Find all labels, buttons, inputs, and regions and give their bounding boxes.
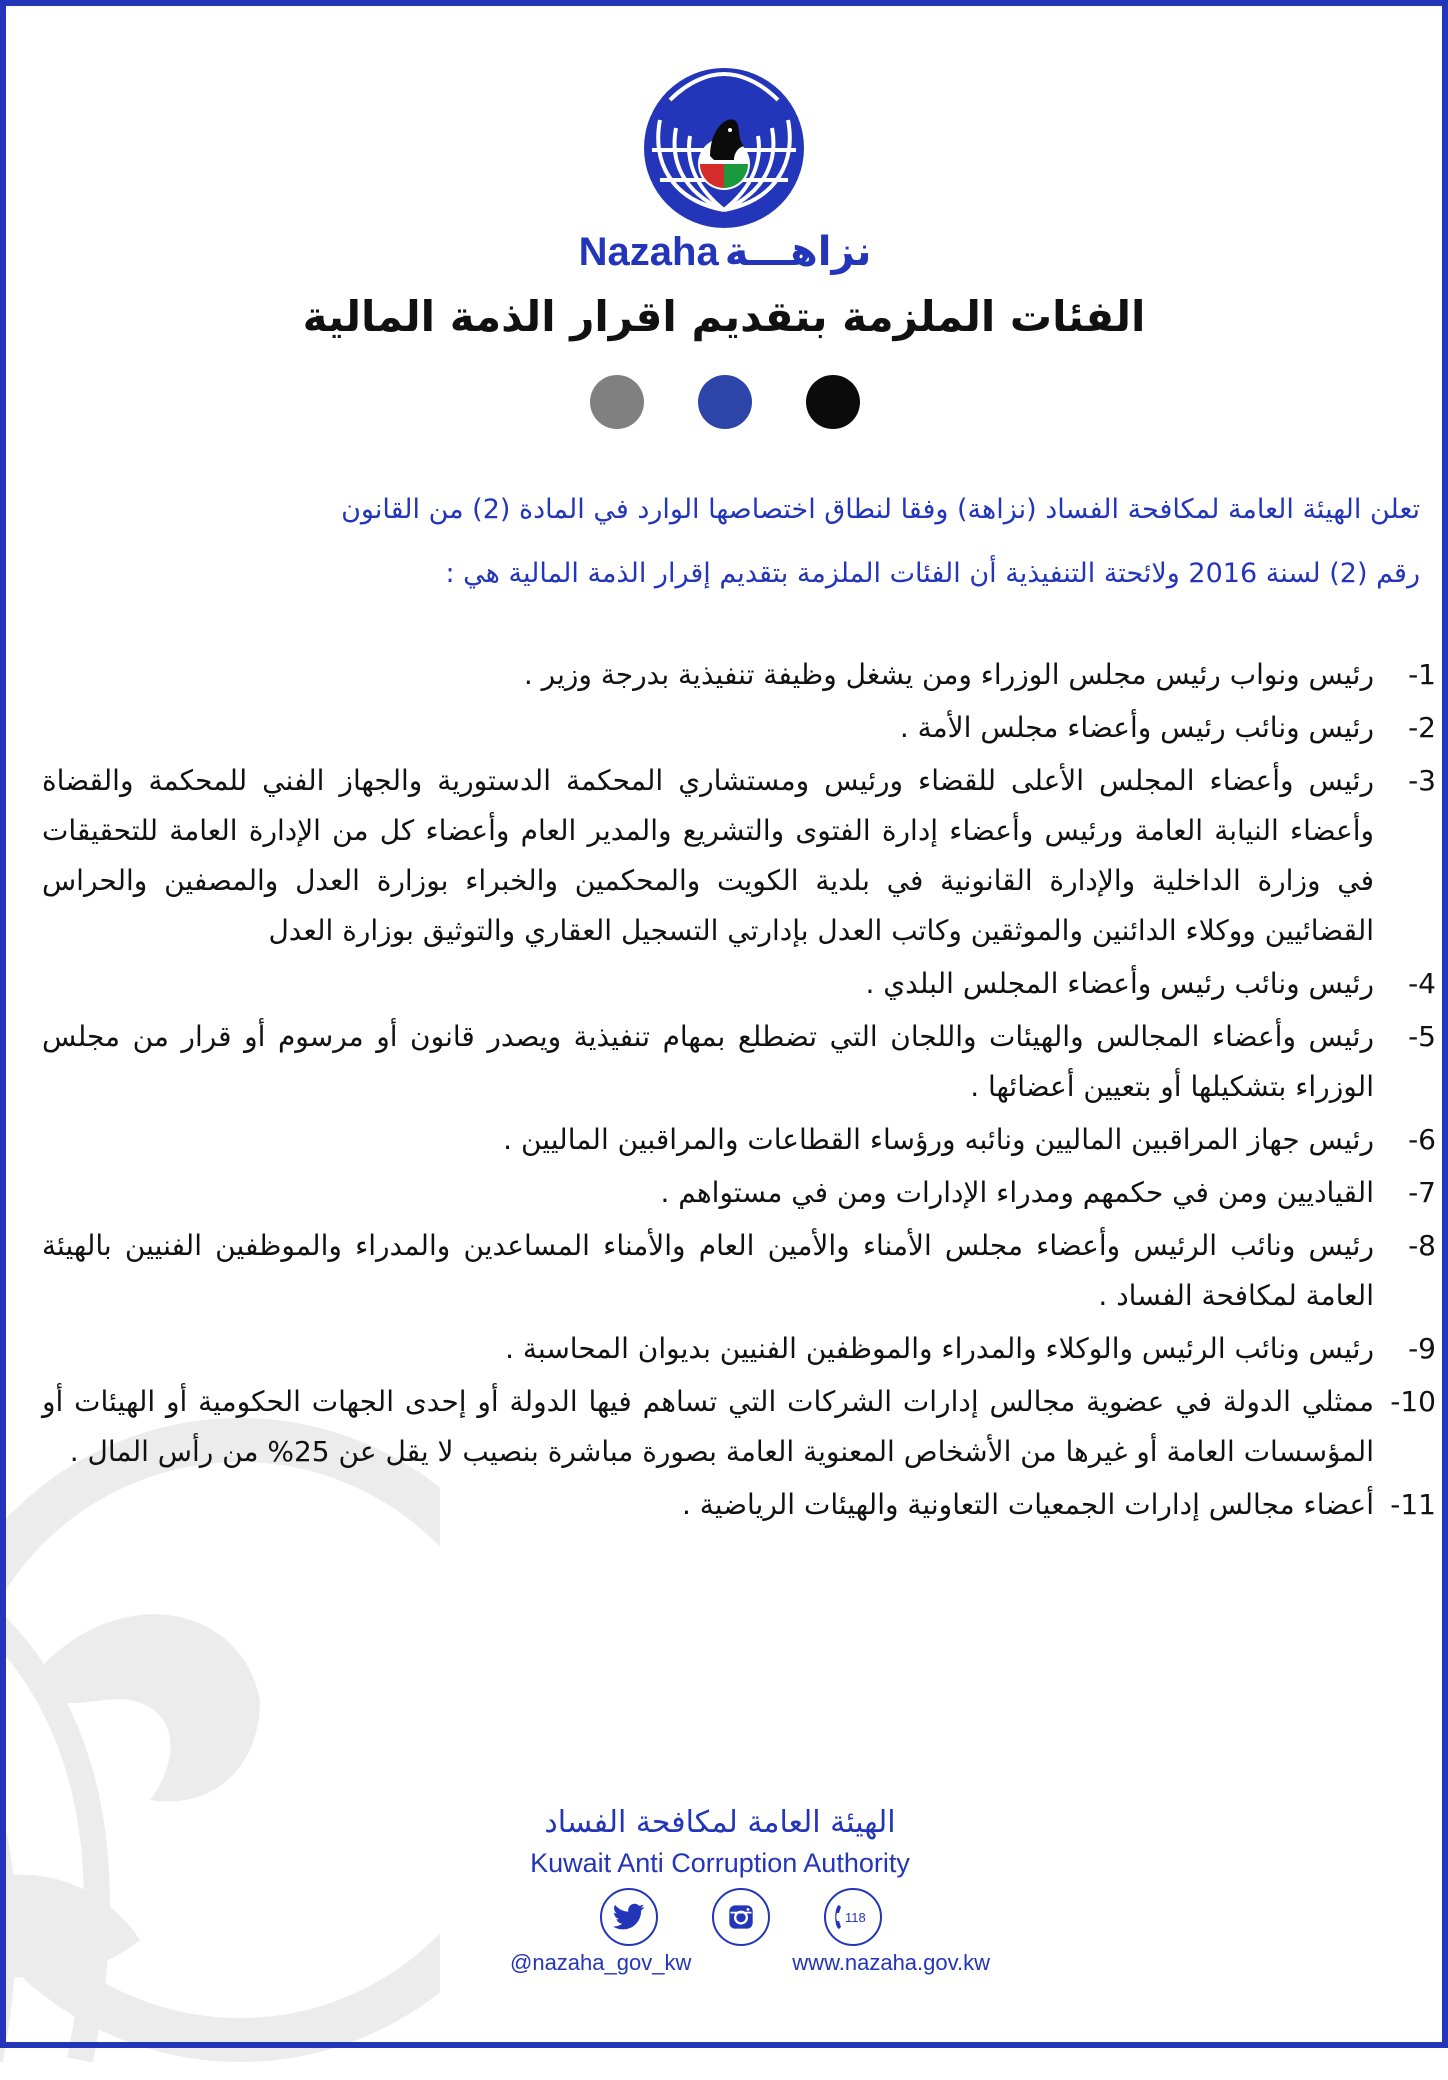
- twitter-icon[interactable]: [600, 1888, 658, 1946]
- item-number: 1-: [1408, 658, 1436, 691]
- item-number: 6-: [1408, 1123, 1436, 1156]
- item-text: رئيس وأعضاء المجلس الأعلى للقضاء ورئيس ومستشاري المحكمة الدستورية والجهاز الفني للمحكمة والقضاة وأعضاء النيابة العامة ورئيس وأعضاء إدارة الفتوى والتشريع والمدير العام وأعضاء كل من الإدارة العامة للتحقيقات في وزارة الداخلية والإدارة القانونية في بلدية الكويت والمحكمين والخبراء بوزارة العدل والمصفين والحراس القضائيين ووكلاء الدائنين والموثقين وكاتب العدل بإدارتي التسجيل العقاري والتوثيق بوزارة العدل: [42, 764, 1374, 947]
- list-item: [42, 1377, 1436, 1477]
- categories-list: [42, 650, 1436, 1533]
- dot-grey: [590, 375, 644, 429]
- list-item: [42, 1115, 1436, 1165]
- list-item: [42, 959, 1436, 1009]
- item-text: رئيس ونائب رئيس وأعضاء المجلس البلدي .: [865, 967, 1374, 1000]
- item-text: رئيس ونائب الرئيس وأعضاء مجلس الأمناء والأمين العام والأمناء المساعدين والمدراء والموظفين الفنيين بالهيئة العامة لمكافحة الفساد .: [42, 1229, 1374, 1312]
- phone-glyph: [831, 1901, 875, 1933]
- footer-org-name-en: Kuwait Anti Corruption Authority: [530, 1848, 910, 1878]
- intro-paragraph: [56, 478, 1420, 606]
- item-number: 2-: [1408, 711, 1436, 744]
- item-text: أعضاء مجالس إدارات الجمعيات التعاونية والهيئات الرياضية .: [681, 1488, 1374, 1521]
- list-item: [42, 1012, 1436, 1112]
- list-item: [42, 1168, 1436, 1218]
- item-number: 4-: [1408, 967, 1436, 1000]
- instagram-glyph: [727, 1903, 755, 1931]
- item-number: 11-: [1390, 1488, 1436, 1521]
- list-item: [42, 1324, 1436, 1374]
- phone-icon[interactable]: [824, 1888, 882, 1946]
- twitter-glyph: [613, 1903, 645, 1931]
- list-item: [42, 650, 1436, 700]
- footer-org-name-ar: الهيئة العامة لمكافحة الفساد: [544, 1805, 896, 1840]
- list-item: [42, 1221, 1436, 1321]
- social-icons: [600, 1888, 882, 1948]
- item-number: 5-: [1408, 1020, 1436, 1053]
- list-item: [42, 1480, 1436, 1530]
- brand-name-en: Nazaha: [578, 229, 719, 274]
- item-number: 7-: [1408, 1176, 1436, 1209]
- item-number: 9-: [1408, 1332, 1436, 1365]
- website-link[interactable]: www.nazaha.gov.kw: [792, 1950, 990, 1975]
- item-text: ممثلي الدولة في عضوية مجالس إدارات الشركات التي تساهم فيها الدولة أو إحدى الجهات الحكومية أو الهيئات أو المؤسسات العامة أو غيرها من الأشخاص المعنوية العامة بصورة مباشرة بنصيب لا يقل عن 25% من رأس المال .: [42, 1385, 1374, 1468]
- instagram-icon[interactable]: [712, 1888, 770, 1946]
- dot-blue: [698, 375, 752, 429]
- hotline-number: 118: [845, 1910, 866, 1925]
- footer-contacts: [510, 1950, 990, 1976]
- decorative-dots: [590, 375, 860, 431]
- list-item: [42, 703, 1436, 753]
- item-text: رئيس جهاز المراقبين الماليين ونائبه ورؤساء القطاعات والمراقبين الماليين .: [503, 1123, 1374, 1156]
- item-number: 10-: [1390, 1385, 1436, 1418]
- brand-name-ar: نزاهـــة: [724, 229, 872, 275]
- item-text: رئيس وأعضاء المجالس والهيئات واللجان التي تضطلع بمهام تنفيذية ويصدر قانون أو مرسوم أو قرار من مجلس الوزراء بتشكيلها أو بتعيين أعضائها .: [42, 1020, 1374, 1103]
- item-number: 3-: [1408, 764, 1436, 797]
- intro-line: تعلن الهيئة العامة لمكافحة الفساد (نزاهة) وفقا لنطاق اختصاصها الوارد في المادة (2) من القانون: [341, 494, 1420, 525]
- social-handle-link[interactable]: @nazaha_gov_kw: [510, 1950, 692, 1975]
- page-title: الفئات الملزمة بتقديم اقرار الذمة المالية: [302, 292, 1146, 341]
- list-item: [42, 756, 1436, 956]
- brand-wordmark: [560, 222, 890, 282]
- intro-line: رقم (2) لسنة 2016 ولائحتة التنفيذية أن الفئات الملزمة بتقديم إقرار الذمة المالية هي :: [445, 558, 1420, 589]
- item-text: رئيس ونائب الرئيس والوكلاء والمدراء والموظفين الفنيين بديوان المحاسبة .: [505, 1332, 1374, 1365]
- item-text: القياديين ومن في حكمهم ومدراء الإدارات ومن في مستواهم .: [660, 1176, 1374, 1209]
- item-text: رئيس ونواب رئيس مجلس الوزراء ومن يشغل وظيفة تنفيذية بدرجة وزير .: [523, 658, 1374, 691]
- nazaha-logo: [630, 60, 818, 230]
- item-text: رئيس ونائب رئيس وأعضاء مجلس الأمة .: [899, 711, 1374, 744]
- item-number: 8-: [1408, 1229, 1436, 1262]
- dot-black: [806, 375, 860, 429]
